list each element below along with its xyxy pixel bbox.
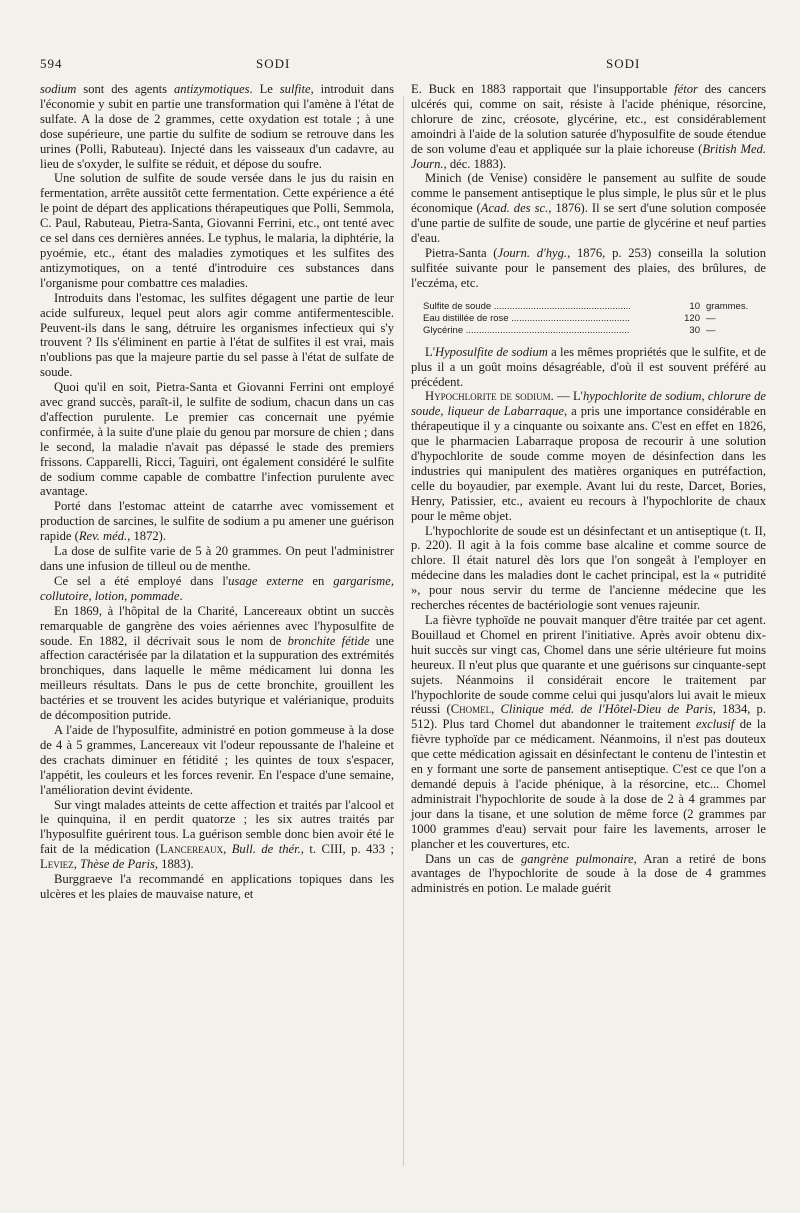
text-run: , introduit dans l'économie y subit en partie une transformation qui l'amène à l'état de sulfate. A la dose de 2 grammes, cette oxydation est totale ; à une dose supérieure, une partie du sulfite de sodium se retrouve dans les urines (Polli, Rabuteau). Injecté dans les vaisseaux d'un cadavre, au lieu de s'oxyder, le sulfite se réduit, et dépose du soufre. xyxy=(40,82,394,171)
text-run: E. Buck en 1883 rapportait que l'insupportable xyxy=(411,82,675,96)
text-run: Introduits dans l'estomac, les sulfites dégagent une partie de leur acide sulfureux, lequel peut alors agir comme antifermentescible. Peuvent-ils dans le sang, détruire les organismes infectieux qui s'y trouvent ? Ils s'éliminent en partie à l'état de sulfites il est vrai, mais n'oublions pas que la majeure partie du sel passe à l'état de sulfate de soude. xyxy=(40,290,394,380)
text-run: . — L' xyxy=(550,389,583,404)
text-run: gangrène pulmonaire xyxy=(521,851,634,866)
text-run: , 1883). xyxy=(154,857,194,872)
text-run: sodium xyxy=(40,82,77,96)
recipe-table xyxy=(423,301,766,337)
text-run: A l'aide de l'hyposulfite, administré en potion gommeuse à la dose de 4 à 5 grammes, Lancereaux vit l'odeur repoussante de l'haleine et des crachats diminuer en fétidité ; les quintes de toux s'espacer, l'appétit, les couleurs et les forces revenir. En l'espace d'une semaine, l'amélioration devint évidente. xyxy=(40,722,394,797)
text-run: Thèse de Paris xyxy=(79,857,155,872)
text-run: En 1869, à l'hôpital de la Charité, Lancereaux obtint un succès remarquable de gangrène des voies aériennes avec l'hyposulfite de soude. En 1882, il décrivait sous le nom de xyxy=(40,603,394,648)
text-run: La dose de sulfite varie de 5 à 20 grammes. On peut l'administrer dans une infusion de tilleul ou de menthe. xyxy=(40,544,394,573)
paragraph xyxy=(40,82,394,171)
text-run: a les mêmes propriétés que le sulfite, et de plus il a un goût moins désagréable, d'où il est souvent préféré au précédent. xyxy=(411,344,766,389)
text-run: , xyxy=(73,857,80,872)
running-head-right: SODI xyxy=(606,56,641,71)
recipe-quantity: 30 xyxy=(689,324,700,336)
paragraph xyxy=(40,499,394,544)
recipe-ingredient: Eau distillée de rose ..... xyxy=(423,313,630,325)
text-run: hypochlorite de sodium, chlorure de soude, liqueur de Labarraque xyxy=(411,389,766,419)
text-run: en xyxy=(303,573,334,588)
recipe-row xyxy=(423,313,766,325)
text-run: , xyxy=(491,702,501,717)
text-run: , t. CIII, p. 433 ; xyxy=(300,842,394,857)
page-number: 594 xyxy=(40,56,63,71)
recipe-ingredient: Glycérine ..... xyxy=(423,325,630,337)
text-run: Minich (de Venise) considère le pansement au sulfite de soude comme le pansement antiseptique le plus simple, le plus sûr et le plus économique ( xyxy=(411,171,766,216)
text-run: , Aran a retiré de bons avantages de l'hypochlorite de soude à la dose de 4 grammes administrés en potion. Le malade guérit xyxy=(411,851,766,896)
paragraph xyxy=(411,171,766,246)
recipe-unit: grammes. xyxy=(706,300,749,312)
paragraph xyxy=(411,246,766,291)
paragraph xyxy=(411,82,766,171)
text-run: Hyposulfite de sodium xyxy=(434,344,548,359)
text-run: Porté dans l'estomac atteint de catarrhe avec vomissement et production de sarcines, le sulfite de sodium a pu amener une guérison rapide ( xyxy=(40,499,394,544)
text-run: Pietra-Santa ( xyxy=(425,245,498,260)
running-head-left: SODI xyxy=(256,56,291,71)
paragraph xyxy=(411,389,766,523)
text-run: Journ. d'hyg. xyxy=(497,245,568,260)
text-run: Sur vingt malades atteints de cette affection et traités par l'alcool et le quinquina, il en perdit quatorze ; les six autres traités par l'hyposulfite guérirent tous. La guérison semble donc bien avoir été le fait de la médication ( xyxy=(40,797,394,857)
recipe-quantity: 10 xyxy=(689,300,700,312)
left-column xyxy=(40,82,394,902)
text-run: une affection caractérisée par la dilatation et la suppuration des extrémités bronchiques, dans laquelle le même médicament lui donna les meilleurs résultats. Dans le pus de cette bronchite, grouillent les bactéries et se trouvent les acides butyrique et valérianique, produits de décomposition putride. xyxy=(40,633,394,723)
paragraph xyxy=(40,723,394,798)
paragraph xyxy=(40,798,394,873)
recipe-row xyxy=(423,301,766,313)
text-run: Ce sel a été employé dans l' xyxy=(54,573,229,588)
text-run: Leviez xyxy=(40,857,74,872)
text-run: , 1876). Il se sert d'une solution composée d'une partie de sulfite de soude, une partie de glycérine et neuf parties d'eau. xyxy=(411,201,766,246)
text-run: British Med. Journ. xyxy=(411,141,766,171)
text-run: , 1872). xyxy=(127,529,167,544)
text-run: exclusif xyxy=(695,717,735,732)
paragraph xyxy=(40,380,394,499)
paragraph xyxy=(411,852,766,897)
recipe-ingredient: Sulfite de soude ..... xyxy=(423,301,630,313)
paragraph xyxy=(40,574,394,604)
text-run: , xyxy=(223,842,232,857)
recipe-unit: — xyxy=(706,324,716,336)
text-run: Chomel xyxy=(450,702,492,717)
paragraph xyxy=(411,613,766,852)
text-run: Hypochlorite de sodium xyxy=(425,389,551,404)
text-run: . Le xyxy=(249,82,280,96)
recipe-row xyxy=(423,325,766,337)
text-run: fétor xyxy=(674,82,698,96)
recipe-quantity: 120 xyxy=(684,312,700,324)
text-run: sont des agents xyxy=(76,82,174,96)
paragraph xyxy=(40,544,394,574)
paragraph xyxy=(40,604,394,723)
text-run: gargarisme, collutoire, lotion, pommade xyxy=(40,573,394,603)
text-run: L'hypochlorite de soude est un désinfectant et un antiseptique (t. II, p. 220). Il agit à la fois comme base alcaline et comme source de chlore. Il était naturel dès lors que l'on songeât à l'employer en médecine dans les maladies dont le cachet principal, est la « putridité », pour nous servir du terme de l'ancienne médecine que les recherches récentes de bactériologie sont venues rajeunir. xyxy=(411,523,766,613)
text-run: Acad. des sc. xyxy=(480,201,549,216)
text-run: Quoi qu'il en soit, Pietra-Santa et Giovanni Ferrini ont employé avec grand succès, paraît-il, le sulfite de sodium, chacun dans un cas d'affection purulente. Le premier cas concernait une pyémie confirmée, à la suite d'une plaie du genou par morsure de chien ; dans le second, la maladie n'avait pas dépassé le stade des premiers frissons. Capparelli, Ricci, Taguiri, ont également considéré le sulfite de sodium comme capable de combattre l'infection purulente avec avantage. xyxy=(40,380,394,499)
text-run: Burggraeve l'a recommandé en applications topiques dans les ulcères et les plaies de mauvaise nature, et xyxy=(40,872,394,901)
text-run: Dans un cas de xyxy=(425,851,521,866)
page-header xyxy=(40,56,760,76)
text-run: Lancereaux xyxy=(159,842,224,857)
text-run: bronchite fétide xyxy=(287,633,370,648)
paragraph xyxy=(411,524,766,613)
right-column xyxy=(411,82,766,896)
text-run: usage externe xyxy=(228,573,304,588)
text-run: antizymotiques xyxy=(173,82,250,96)
text-run: des cancers ulcérés qui, comme on sait, résiste à l'acide phénique, résorcine, chlorure de zinc, créosote, glycérine, etc., est considérablement amoindri à l'aide de la solution saturée d'hyposulfite de soude étendue de son volume d'eau et appliquée sur la plaie ichoreuse ( xyxy=(411,82,766,156)
text-run: , 1834, p. 512). Plus tard Chomel dut abandonner le traitement xyxy=(411,702,766,732)
paragraph xyxy=(411,345,766,390)
text-run: L' xyxy=(425,344,435,359)
right-column-top xyxy=(411,82,766,291)
right-column-bottom xyxy=(411,345,766,897)
paragraph xyxy=(40,291,394,380)
column-divider xyxy=(403,96,404,1166)
text-run: , déc. 1883). xyxy=(443,156,507,171)
text-run: Clinique méd. de l'Hôtel-Dieu de Paris xyxy=(500,702,713,717)
text-run: . xyxy=(179,588,183,603)
text-run: , a pris une importance considérable en thérapeutique il y a cinquante ou soixante ans. C'est en effet en 1826, que le pharmacien Labarraque proposa de recourir à une solution d'hypochlorite de soude comme moyen de désinfection dans les industries qui manipulent des matières organiques en putréfaction, celle du boyaudier, par exemple. Avant lui du reste, Darcet, Bories, Henry, Patissier, etc., avaient eu recours à l'hypochlorite de chaux pour le même objet. xyxy=(411,404,766,523)
text-run: Rev. méd. xyxy=(78,529,128,544)
text-run: Une solution de sulfite de soude versée dans le jus du raisin en fermentation, arrête aussitôt cette fermentation. Cette expérience a été le point de départ des applications thérapeutiques que Polli, Semmola, C. Paul, Rabuteau, Pietra-Santa, Giovanni Ferrini, etc., ont tenté avec ce sel dans ces dernières années. Le typhus, le malaria, la diphtérie, la pyoémie, etc., étant des maladies zymotiques et les sulfites des antizymotiques, on a tenté d'introduire ces substances dans l'organisme pour combattre ces maladies. xyxy=(40,171,394,290)
text-run: La fièvre typhoïde ne pouvait manquer d'être traitée par cet agent. Bouillaud et Chomel en prirent l'initiative. Après avoir obtenu dix-huit succès sur vingt cas, Chomel dans une série ultérieure fut moins heureux. Il n'eut plus que quarante et une guérisons sur cinquante-sept sujets. Néanmoins il considérait encore le traitement par l'hypochlorite de soude comme celui qui jusqu'alors lui avait le mieux réussi ( xyxy=(411,613,766,717)
text-run: sulfite xyxy=(279,82,311,96)
paragraph xyxy=(40,171,394,290)
text-run: Bull. de thér. xyxy=(231,842,301,857)
text-run: , 1876, p. 253) conseilla la solution sulfitée suivante pour le pansement des plaies, des brûlures, de l'eczéma, etc. xyxy=(411,245,766,290)
recipe-unit: — xyxy=(706,312,716,324)
text-run: de la fièvre typhoïde par ce médicament. Néanmoins, il n'est pas douteux que cette médication agissait en désinfectant le contenu de l'intestin et en y formant une sorte de pansement antiseptique. C'est ce que l'on a demandé depuis à l'acide phénique, à la résorcine, etc... Chomel administrait l'hypochlorite de soude à la dose de 2 à 4 grammes par jour dans la tisane, et une solution de même force (2 grammes par 1000 grammes d'eau) servait pour faire les lavements, arroser le plancher et les couvertures, etc. xyxy=(411,717,766,851)
paragraph xyxy=(40,872,394,902)
